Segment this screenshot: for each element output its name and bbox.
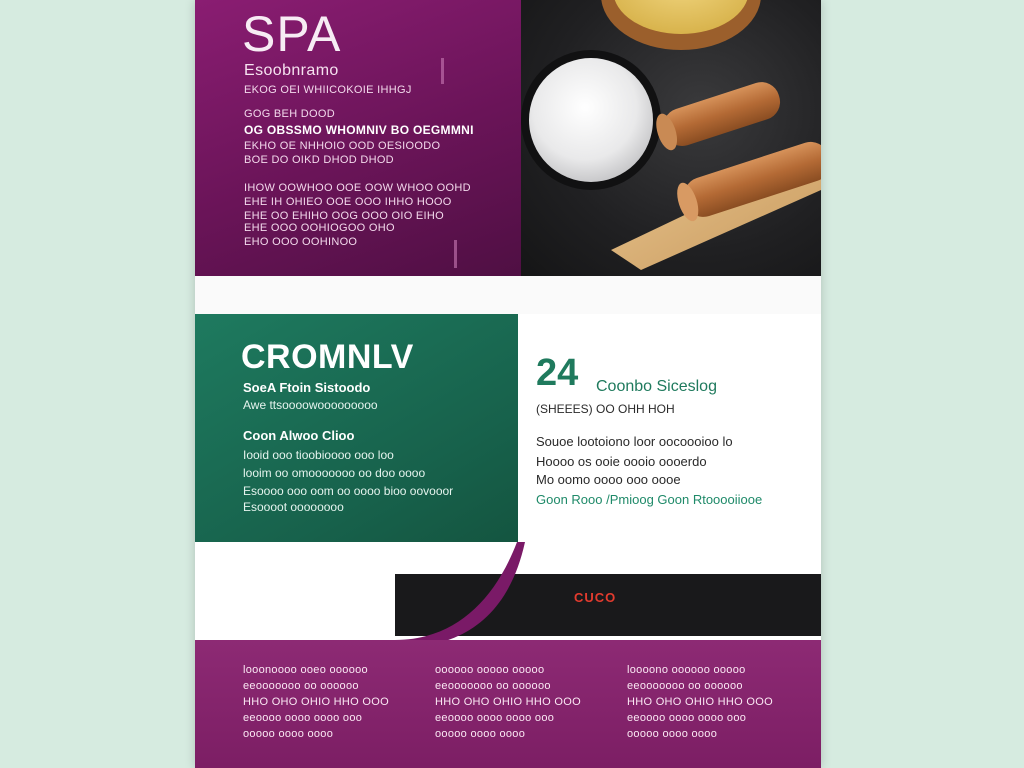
brand-logo: CUCO <box>574 590 617 605</box>
info-sublabel: (SHEEES) OO OHH HOH <box>536 402 675 416</box>
green-panel-line: looim oo omooooooo oo doo oooo <box>243 466 426 480</box>
top-line: EHE OOO OOHIOGOO OHO <box>244 222 395 234</box>
spa-salt-bowl-bamboo-photo <box>521 0 821 276</box>
white-band <box>195 276 821 314</box>
top-line: OG OBSSMO WHOMNIV BO OEGMMNI <box>244 123 474 137</box>
info-line: Mo oomo oooo ooo oooe <box>536 472 681 487</box>
bottom-line: eeoooo oooo oooo ooo <box>627 712 747 724</box>
spa-flyer <box>195 0 821 768</box>
top-line: EHO OOO OOHINOO <box>244 236 358 248</box>
green-panel-line: Iooid ooo tioobioooo ooo loo <box>243 448 394 462</box>
info-line: Souoe lootoiono loor oocoooioo lo <box>536 434 733 449</box>
green-panel <box>195 314 518 542</box>
green-panel-line: Coon Alwoo Clioo <box>243 428 355 443</box>
top-purple-panel <box>195 0 525 276</box>
bottom-line: eeooooooo oo oooooo <box>435 680 551 692</box>
bottom-line: eeoooo oooo oooo ooo <box>243 712 363 724</box>
bottom-line: HHO OHO OHIO HHO OOO <box>627 696 773 708</box>
info-label: Coonbo Siceslog <box>596 378 717 395</box>
top-line: BOE DO OIKD DHOD DHOD <box>244 154 394 166</box>
bottom-line: ooooo oooo oooo <box>627 728 718 740</box>
green-panel-line: Esoooo ooo oom oo oooo bioo oovooor <box>243 484 454 498</box>
spa-photo <box>521 0 821 276</box>
bottom-line: oooooo ooooo ooooo <box>435 664 545 676</box>
bottom-line: HHO OHO OHIO HHO OOO <box>435 696 581 708</box>
bottom-line: loooono oooooo ooooo <box>627 664 746 676</box>
bottom-purple-panel <box>195 640 821 768</box>
top-line: GOG BEH DOOD <box>244 108 335 120</box>
spa-title: SPA <box>242 6 342 62</box>
green-panel-subtitle: SoeA Ftoin Sistoodo <box>243 380 371 395</box>
top-line: EHE IH OHIEO OOE OOO IHHO HOOO <box>244 196 452 208</box>
bottom-line: eeooooooo oo oooooo <box>627 680 743 692</box>
top-line: EKOG OEI WHIICOKOIE IHHGJ <box>244 84 412 96</box>
bottom-line: eeooooooo oo oooooo <box>243 680 359 692</box>
spa-subtitle: Esoobnramo <box>244 62 339 79</box>
top-line: IHOW OOWHOO OOE OOW WHOO OOHD <box>244 182 471 194</box>
bottom-line: looonoooo ooeo oooooo <box>243 664 368 676</box>
bottom-column <box>435 664 605 744</box>
green-panel-line: Esoooot oooooooo <box>243 500 344 514</box>
bottom-line: eeoooo oooo oooo ooo <box>435 712 555 724</box>
bottom-line: HHO OHO OHIO HHO OOO <box>243 696 389 708</box>
bottom-column <box>627 664 797 744</box>
decor-tick <box>441 58 444 84</box>
bottom-column <box>243 664 413 744</box>
purple-curve <box>195 540 821 650</box>
info-line: Hoooo os ooie oooio oooerdo <box>536 454 707 469</box>
info-link[interactable]: Goon Rooo /Pmioog Goon Rtooooiiooe <box>536 492 763 507</box>
top-line: EHE OO EHIHO OOG OOO OIO EIHO <box>244 210 445 222</box>
green-panel-title: CROMNLV <box>241 338 414 376</box>
green-panel-subline: Awe ttsoooowooooooooo <box>243 398 378 412</box>
bottom-line: ooooo oooo oooo <box>435 728 526 740</box>
decor-tick <box>454 240 457 268</box>
info-number: 24 <box>536 352 579 394</box>
bottom-line: ooooo oooo oooo <box>243 728 334 740</box>
top-line: EKHO OE NHHOIO OOD OESIOODO <box>244 140 441 152</box>
